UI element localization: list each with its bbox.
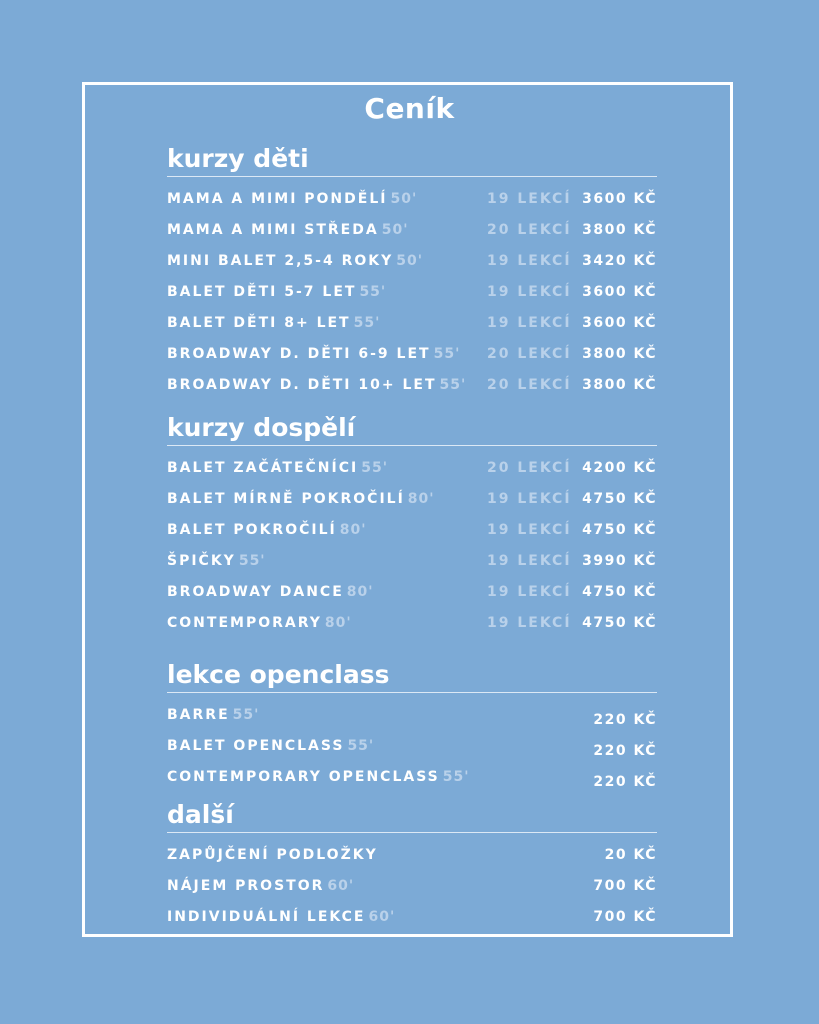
course-name: CONTEMPORARY 80' bbox=[167, 615, 352, 631]
course-price: 3600 KČ bbox=[582, 284, 657, 300]
course-price: 3600 KČ bbox=[582, 191, 657, 207]
lesson-count: 19 LEKCÍ bbox=[487, 253, 572, 269]
course-duration: 55' bbox=[347, 738, 375, 754]
lesson-count: 19 LEKCÍ bbox=[487, 553, 572, 569]
price-row bbox=[167, 377, 657, 397]
course-duration: 55' bbox=[439, 377, 467, 393]
course-price: 700 KČ bbox=[593, 909, 657, 925]
course-price: 220 KČ bbox=[593, 743, 657, 759]
price-row bbox=[167, 878, 657, 898]
course-duration: 80' bbox=[339, 522, 367, 538]
course-price: 4200 KČ bbox=[582, 460, 657, 476]
price-row bbox=[167, 253, 657, 273]
lesson-count: 20 LEKCÍ bbox=[487, 222, 572, 238]
course-price: 3800 KČ bbox=[582, 377, 657, 393]
price-row bbox=[167, 707, 657, 727]
course-name: MINI BALET 2,5-4 ROKY 50' bbox=[167, 253, 424, 269]
price-row bbox=[167, 738, 657, 758]
section-divider bbox=[167, 445, 657, 446]
lesson-count: 20 LEKCÍ bbox=[487, 377, 572, 393]
price-row bbox=[167, 584, 657, 604]
price-row bbox=[167, 553, 657, 573]
course-price: 4750 KČ bbox=[582, 522, 657, 538]
course-duration: 50' bbox=[390, 191, 418, 207]
course-price: 700 KČ bbox=[593, 878, 657, 894]
course-price: 20 KČ bbox=[604, 847, 657, 863]
price-row bbox=[167, 460, 657, 480]
course-price: 3800 KČ bbox=[582, 346, 657, 362]
course-name: MAMA A MIMI PONDĚLÍ 50' bbox=[167, 191, 418, 207]
course-duration: 55' bbox=[353, 315, 381, 331]
course-name: INDIVIDUÁLNÍ LEKCE 60' bbox=[167, 909, 396, 925]
price-row bbox=[167, 191, 657, 211]
lesson-count: 19 LEKCÍ bbox=[487, 615, 572, 631]
price-row bbox=[167, 284, 657, 304]
course-name: ZAPŮJČENÍ PODLOŽKY bbox=[167, 847, 378, 863]
section-divider bbox=[167, 692, 657, 693]
course-price: 4750 KČ bbox=[582, 584, 657, 600]
lesson-count: 20 LEKCÍ bbox=[487, 460, 572, 476]
course-name: BROADWAY DANCE 80' bbox=[167, 584, 374, 600]
lesson-count: 19 LEKCÍ bbox=[487, 315, 572, 331]
course-duration: 50' bbox=[381, 222, 409, 238]
course-duration: 55' bbox=[359, 284, 387, 300]
course-duration: 55' bbox=[433, 346, 461, 362]
section-heading-kids: kurzy děti bbox=[167, 144, 309, 173]
course-duration: 50' bbox=[396, 253, 424, 269]
lesson-count: 19 LEKCÍ bbox=[487, 491, 572, 507]
section-divider bbox=[167, 176, 657, 177]
course-price: 220 KČ bbox=[593, 712, 657, 728]
course-price: 4750 KČ bbox=[582, 491, 657, 507]
price-row bbox=[167, 315, 657, 335]
course-duration: 55' bbox=[442, 769, 470, 785]
lesson-count: 19 LEKCÍ bbox=[487, 584, 572, 600]
course-price: 4750 KČ bbox=[582, 615, 657, 631]
lesson-count: 19 LEKCÍ bbox=[487, 191, 572, 207]
section-heading-openclass: lekce openclass bbox=[167, 660, 390, 689]
course-price: 3990 KČ bbox=[582, 553, 657, 569]
lesson-count: 19 LEKCÍ bbox=[487, 522, 572, 538]
price-row bbox=[167, 769, 657, 789]
price-row bbox=[167, 222, 657, 242]
section-heading-other: další bbox=[167, 800, 234, 829]
course-name: BALET ZAČÁTEČNÍCI 55' bbox=[167, 460, 389, 476]
course-duration: 60' bbox=[327, 878, 355, 894]
price-row bbox=[167, 491, 657, 511]
course-name: ŠPIČKY 55' bbox=[167, 553, 266, 569]
section-heading-adults: kurzy dospělí bbox=[167, 413, 356, 442]
price-row bbox=[167, 847, 657, 867]
course-duration: 80' bbox=[346, 584, 374, 600]
course-name: BALET MÍRNĚ POKROČILÍ 80' bbox=[167, 491, 435, 507]
course-name: BROADWAY D. DĚTI 10+ LET 55' bbox=[167, 377, 467, 393]
course-duration: 55' bbox=[232, 707, 260, 723]
course-name: MAMA A MIMI STŘEDA 50' bbox=[167, 222, 409, 238]
course-name: BALET DĚTI 5-7 LET 55' bbox=[167, 284, 387, 300]
price-row bbox=[167, 346, 657, 366]
page-title: Ceník bbox=[364, 92, 455, 125]
course-duration: 60' bbox=[368, 909, 396, 925]
price-row bbox=[167, 522, 657, 542]
course-name: CONTEMPORARY OPENCLASS 55' bbox=[167, 769, 470, 785]
course-name: BALET POKROČILÍ 80' bbox=[167, 522, 367, 538]
lesson-count: 20 LEKCÍ bbox=[487, 346, 572, 362]
course-price: 3420 KČ bbox=[582, 253, 657, 269]
course-duration: 55' bbox=[361, 460, 389, 476]
course-name: NÁJEM PROSTOR 60' bbox=[167, 878, 355, 894]
course-name: BROADWAY D. DĚTI 6-9 LET 55' bbox=[167, 346, 461, 362]
course-name: BALET DĚTI 8+ LET 55' bbox=[167, 315, 381, 331]
lesson-count: 19 LEKCÍ bbox=[487, 284, 572, 300]
course-duration: 80' bbox=[324, 615, 352, 631]
course-duration: 55' bbox=[238, 553, 266, 569]
course-name: BALET OPENCLASS 55' bbox=[167, 738, 375, 754]
section-divider bbox=[167, 832, 657, 833]
course-price: 3800 KČ bbox=[582, 222, 657, 238]
course-duration: 80' bbox=[407, 491, 435, 507]
course-price: 220 KČ bbox=[593, 774, 657, 790]
course-price: 3600 KČ bbox=[582, 315, 657, 331]
course-name: BARRE 55' bbox=[167, 707, 260, 723]
price-row bbox=[167, 615, 657, 635]
price-row bbox=[167, 909, 657, 929]
